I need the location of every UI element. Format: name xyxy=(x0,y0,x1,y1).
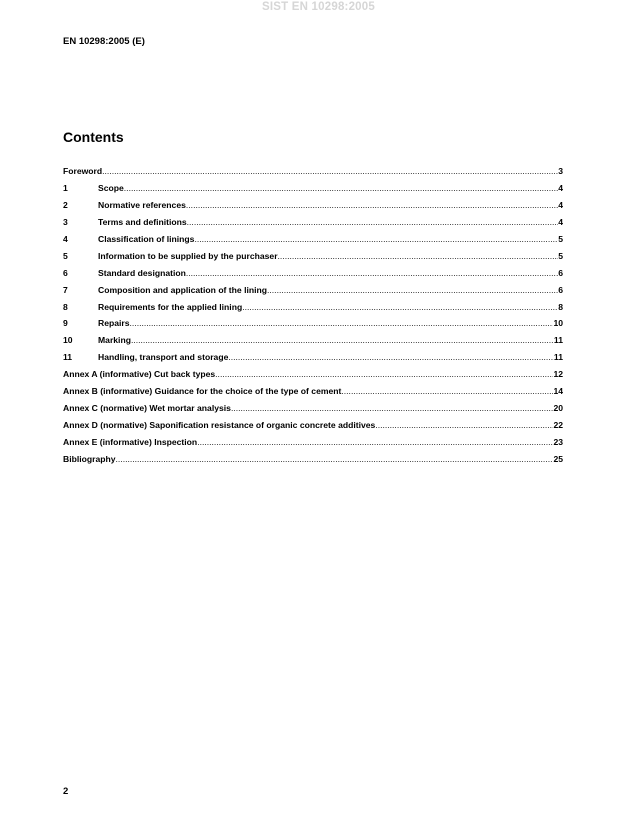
toc-entry-page: 5 xyxy=(558,250,563,261)
toc-dot-leader xyxy=(194,234,558,244)
toc-entry-page: 5 xyxy=(558,233,563,244)
toc-entry[interactable] xyxy=(63,420,563,437)
toc-entry[interactable] xyxy=(63,403,563,420)
toc-dot-leader xyxy=(231,403,553,413)
toc-entry-page: 11 xyxy=(553,352,563,363)
toc-dot-leader xyxy=(130,318,554,328)
toc-entry-title: Requirements for the applied lining xyxy=(98,301,243,312)
toc-dot-leader xyxy=(186,268,558,278)
toc-entry-number: 2 xyxy=(63,199,68,210)
toc-entry[interactable] xyxy=(63,183,563,200)
toc-entry-page: 23 xyxy=(553,437,563,447)
toc-entry-number: 10 xyxy=(63,335,73,346)
toc-dot-leader xyxy=(102,166,558,176)
watermark: SIST EN 10298:2005 xyxy=(262,1,375,13)
toc-entry[interactable] xyxy=(63,437,563,454)
toc-entry[interactable] xyxy=(63,234,563,251)
toc-entry-page: 10 xyxy=(553,318,563,329)
toc-entry[interactable] xyxy=(63,285,563,302)
toc-entry[interactable] xyxy=(63,318,563,335)
toc-entry-page: 4 xyxy=(558,182,563,193)
toc-dot-leader xyxy=(228,352,554,362)
toc-entry-page: 3 xyxy=(558,166,563,176)
toc-dot-leader xyxy=(278,251,559,261)
contents-title: Contents xyxy=(63,129,124,145)
toc-entry-title: Scope xyxy=(98,182,124,193)
toc-entry-page: 4 xyxy=(558,199,563,210)
toc-entry-title: Annex C (normative) Wet mortar analysis xyxy=(63,403,231,414)
toc-entry-title: Normative references xyxy=(98,199,186,210)
toc-entry-title: Classification of linings xyxy=(98,233,195,244)
toc-dot-leader xyxy=(267,285,558,295)
toc-dot-leader xyxy=(242,302,558,312)
toc-entry[interactable] xyxy=(63,302,563,319)
toc-entry-page: 11 xyxy=(553,335,563,346)
toc-entry-title: Terms and definitions xyxy=(98,216,187,227)
toc-entry-page: 22 xyxy=(553,420,563,431)
toc-entry-number: 5 xyxy=(63,250,68,261)
toc-entry-number: 11 xyxy=(63,352,73,363)
toc-dot-leader xyxy=(197,437,553,447)
toc-entry-page: 6 xyxy=(558,267,563,278)
toc-entry-title: Annex B (informative) Guidance for the choice of the type of cement xyxy=(63,386,342,397)
toc-entry-title: Annex A (informative) Cut back types xyxy=(63,369,216,380)
toc-entry-number: 9 xyxy=(63,318,68,329)
toc-entry-title: Bibliography xyxy=(63,453,116,464)
toc-entry-page: 6 xyxy=(558,284,563,295)
toc-entry[interactable] xyxy=(63,166,563,183)
toc-entry-title: Standard designation xyxy=(98,267,186,278)
toc-entry-title: Marking xyxy=(98,335,131,346)
page-number: 2 xyxy=(63,786,69,797)
toc-entry-number: 6 xyxy=(63,267,68,278)
toc-entry-title: Information to be supplied by the purchaser xyxy=(98,250,278,261)
toc-dot-leader xyxy=(186,200,558,210)
toc-dot-leader xyxy=(124,183,558,193)
toc-dot-leader xyxy=(375,420,553,430)
toc-entry[interactable] xyxy=(63,268,563,285)
toc-entry-number: 8 xyxy=(63,301,68,312)
toc-dot-leader xyxy=(341,386,553,396)
toc-entry[interactable] xyxy=(63,386,563,403)
toc-entry[interactable] xyxy=(63,352,563,369)
toc-entry-page: 4 xyxy=(558,216,563,227)
toc-entry[interactable] xyxy=(63,217,563,234)
toc-entry-number: 7 xyxy=(63,284,68,295)
toc-entry-title: Composition and application of the lining xyxy=(98,284,268,295)
toc-dot-leader xyxy=(116,454,554,464)
toc-entry[interactable] xyxy=(63,200,563,217)
toc-entry-page: 25 xyxy=(553,453,563,464)
toc-entry[interactable] xyxy=(63,251,563,268)
toc-entry-number: 3 xyxy=(63,216,68,227)
toc-entry-page: 14 xyxy=(553,386,563,397)
toc-dot-leader xyxy=(131,335,554,345)
toc-entry-title: Repairs xyxy=(98,318,130,329)
toc-entry-number: 4 xyxy=(63,233,68,244)
toc-entry-title: Foreword xyxy=(63,166,103,176)
toc-entry-title: Handling, transport and storage xyxy=(98,352,229,363)
table-of-contents xyxy=(63,166,563,471)
toc-entry-page: 8 xyxy=(558,301,563,312)
toc-entry-page: 12 xyxy=(553,369,563,380)
toc-entry[interactable] xyxy=(63,454,563,471)
toc-dot-leader xyxy=(187,217,559,227)
toc-entry-title: Annex D (normative) Saponification resistance of organic concrete additives xyxy=(63,420,376,431)
toc-entry-page: 20 xyxy=(553,403,563,414)
document-id: EN 10298:2005 (E) xyxy=(63,36,145,47)
toc-dot-leader xyxy=(215,369,553,379)
toc-entry-number: 1 xyxy=(63,182,68,193)
toc-entry[interactable] xyxy=(63,335,563,352)
toc-entry[interactable] xyxy=(63,369,563,386)
toc-entry-title: Annex E (informative) Inspection xyxy=(63,437,198,447)
